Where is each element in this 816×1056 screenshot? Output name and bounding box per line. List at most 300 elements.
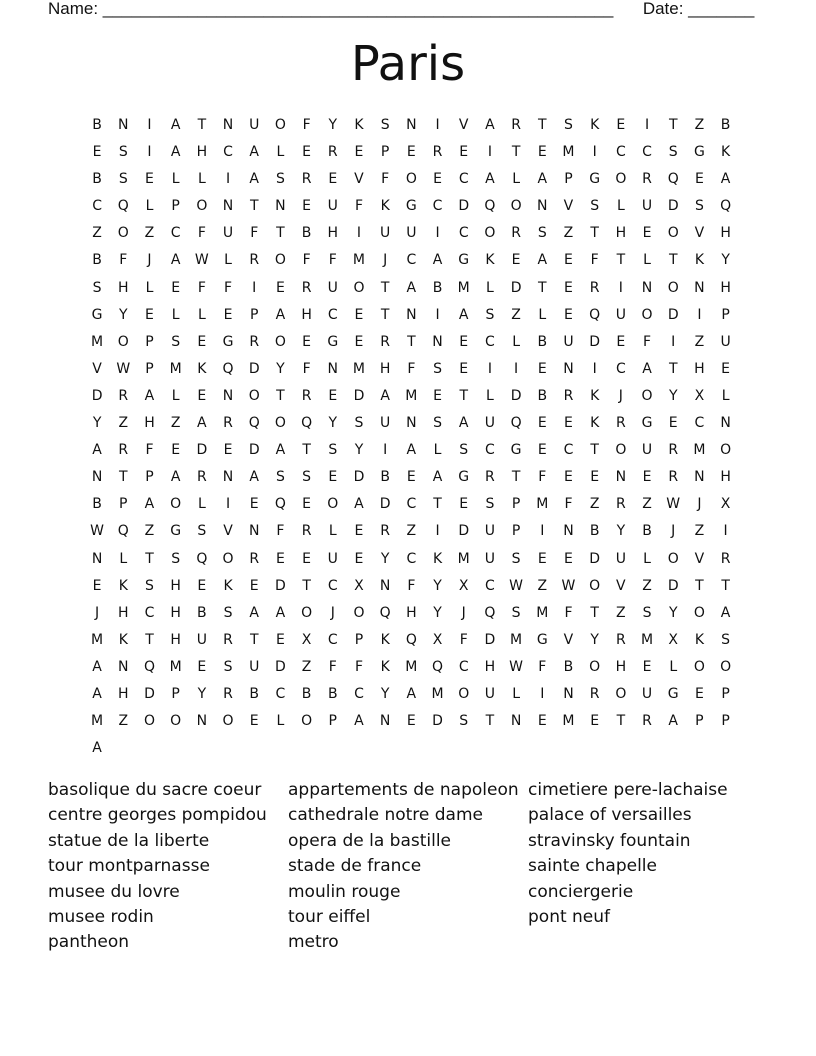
- grid-letter: W: [509, 658, 524, 675]
- grid-letter: I: [435, 523, 440, 540]
- grid-letter: E: [511, 252, 521, 269]
- grid-letter: Y: [328, 117, 338, 133]
- grid-letter: D: [144, 685, 155, 702]
- grid-letter: B: [432, 279, 443, 296]
- grid-letter: G: [510, 442, 522, 459]
- grid-letter: F: [407, 360, 416, 377]
- grid-letter: E: [249, 577, 259, 594]
- grid-letter: S: [171, 333, 181, 350]
- grid-letter: E: [668, 415, 678, 432]
- grid-letter: P: [511, 496, 521, 513]
- grid-letter: R: [223, 631, 233, 648]
- grid-letter: D: [484, 631, 496, 648]
- grid-letter: N: [196, 713, 208, 730]
- grid-letter: N: [222, 387, 234, 404]
- grid-letter: U: [327, 550, 338, 567]
- grid-letter: R: [301, 171, 312, 188]
- name-label: Name: ______________________________________________________: [48, 0, 614, 18]
- grid-letter: I: [540, 685, 545, 702]
- grid-letter: M: [510, 631, 523, 648]
- grid-letter: S: [145, 577, 154, 594]
- grid-letter: L: [145, 279, 154, 296]
- grid-letter: F: [197, 279, 206, 296]
- grid-letter: P: [564, 171, 573, 188]
- grid-letter: J: [697, 496, 702, 513]
- grid-letter: Q: [196, 550, 208, 567]
- grid-letter: M: [457, 550, 470, 567]
- grid-letter: A: [458, 415, 469, 432]
- grid-letter: E: [642, 469, 652, 486]
- grid-letter: C: [92, 198, 102, 215]
- grid-letter: I: [147, 117, 152, 133]
- grid-letter: C: [694, 415, 705, 432]
- grid-letter: X: [354, 577, 364, 594]
- grid-letter: Q: [667, 171, 679, 188]
- grid-letter: A: [432, 469, 443, 486]
- grid-letter: S: [302, 469, 312, 486]
- grid-letter: J: [461, 604, 466, 621]
- grid-letter: H: [170, 604, 181, 621]
- grid-letter: M: [91, 631, 104, 648]
- grid-letter: E: [433, 387, 442, 404]
- grid-letter: R: [301, 279, 312, 296]
- grid-letter: H: [118, 279, 129, 296]
- grid-letter: L: [171, 306, 180, 323]
- grid-letter: Z: [511, 306, 521, 323]
- grid-letter: O: [641, 306, 653, 323]
- grid-letter: E: [616, 117, 626, 133]
- grid-letter: C: [406, 252, 417, 269]
- grid-letter: O: [196, 198, 208, 215]
- grid-letter: U: [720, 333, 731, 350]
- grid-letter: A: [720, 171, 731, 188]
- word-list-item: metro: [288, 932, 339, 953]
- grid-letter: Y: [276, 360, 285, 377]
- grid-letter: E: [328, 171, 338, 188]
- grid-letter: Z: [563, 225, 574, 242]
- grid-letter: B: [92, 171, 102, 188]
- grid-letter: Y: [380, 550, 390, 567]
- grid-letter: B: [301, 685, 312, 702]
- grid-letter: E: [406, 469, 416, 486]
- grid-letter: S: [564, 117, 573, 133]
- grid-letter: O: [301, 713, 313, 730]
- grid-letter: O: [720, 442, 732, 459]
- grid-letter: R: [589, 279, 600, 296]
- grid-letter: N: [379, 577, 391, 594]
- grid-letter: M: [536, 496, 549, 513]
- grid-letter: B: [92, 496, 102, 513]
- grid-letter: F: [459, 631, 468, 648]
- grid-letter: E: [92, 577, 102, 594]
- grid-letter: C: [642, 144, 652, 161]
- grid-letter: S: [459, 442, 469, 459]
- grid-letter: D: [667, 198, 679, 215]
- grid-letter: Z: [118, 415, 129, 432]
- word-list-column: [528, 778, 728, 930]
- grid-letter: D: [510, 387, 522, 404]
- grid-letter: L: [512, 685, 520, 702]
- grid-letter: F: [145, 442, 154, 459]
- grid-letter: O: [222, 713, 234, 730]
- grid-letter: K: [694, 252, 704, 269]
- grid-letter: Q: [484, 198, 496, 215]
- grid-letter: Q: [405, 631, 417, 648]
- grid-letter: N: [563, 685, 574, 702]
- grid-letter: E: [564, 469, 573, 486]
- grid-letter: H: [144, 415, 155, 432]
- grid-letter: R: [485, 469, 495, 486]
- word-list-item: moulin rouge: [288, 881, 401, 902]
- grid-letter: Y: [354, 442, 364, 459]
- grid-letter: N: [694, 279, 705, 296]
- grid-letter: C: [458, 658, 469, 675]
- grid-letter: K: [197, 360, 207, 377]
- grid-letter: A: [354, 496, 364, 513]
- grid-letter: M: [562, 713, 575, 730]
- grid-letter: E: [564, 415, 573, 432]
- grid-letter: D: [432, 713, 443, 730]
- grid-letter: O: [667, 279, 679, 296]
- grid-letter: Z: [144, 225, 155, 242]
- grid-letter: L: [171, 171, 180, 188]
- grid-letter: T: [119, 469, 128, 486]
- grid-letter: R: [380, 333, 391, 350]
- grid-letter: M: [169, 360, 182, 377]
- grid-letter: B: [92, 117, 102, 133]
- grid-letter: B: [642, 523, 652, 540]
- grid-letter: E: [694, 685, 704, 702]
- grid-letter: F: [302, 360, 311, 377]
- grid-letter: T: [407, 333, 416, 350]
- grid-letter: X: [694, 387, 705, 404]
- grid-letter: J: [330, 604, 335, 621]
- grid-letter: M: [431, 685, 444, 702]
- grid-letter: L: [433, 442, 442, 459]
- grid-letter: A: [406, 685, 417, 702]
- grid-letter: X: [458, 577, 469, 594]
- grid-letter: V: [563, 631, 574, 648]
- grid-letter: E: [302, 550, 312, 567]
- grid-letter: U: [484, 685, 496, 702]
- grid-letter: W: [194, 252, 209, 269]
- grid-letter: I: [225, 171, 231, 188]
- grid-letter: F: [119, 252, 128, 269]
- grid-letter: F: [197, 225, 206, 242]
- grid-letter: B: [92, 252, 102, 269]
- grid-letter: Q: [301, 415, 313, 432]
- grid-letter: E: [302, 198, 312, 215]
- word-list-item: conciergerie: [528, 881, 634, 902]
- grid-letter: E: [197, 658, 207, 675]
- grid-letter: L: [512, 333, 520, 350]
- grid-letter: A: [249, 171, 259, 188]
- grid-letter: I: [147, 144, 152, 161]
- grid-letter: E: [197, 333, 207, 350]
- grid-letter: H: [196, 144, 208, 161]
- grid-letter: E: [590, 713, 600, 730]
- grid-letter: R: [118, 442, 129, 459]
- grid-letter: P: [171, 198, 180, 215]
- grid-letter: N: [327, 360, 339, 377]
- grid-letter: T: [590, 225, 599, 242]
- grid-letter: O: [170, 496, 182, 513]
- grid-letter: Q: [274, 496, 286, 513]
- grid-letter: M: [562, 144, 575, 161]
- grid-letter: H: [327, 225, 339, 242]
- grid-letter: F: [302, 117, 311, 133]
- grid-letter: D: [275, 577, 286, 594]
- word-list-item: stade de france: [288, 856, 422, 877]
- grid-letter: U: [406, 225, 417, 242]
- grid-letter: U: [563, 333, 574, 350]
- grid-letter: K: [380, 658, 390, 675]
- grid-letter: E: [92, 144, 102, 161]
- grid-letter: O: [117, 225, 129, 242]
- grid-letter: A: [249, 144, 259, 161]
- grid-letter: C: [354, 685, 364, 702]
- grid-letter: K: [118, 631, 128, 648]
- grid-letter: I: [697, 306, 702, 323]
- grid-letter: E: [302, 496, 312, 513]
- grid-letter: T: [380, 279, 390, 296]
- grid-letter: C: [327, 577, 338, 594]
- grid-letter: I: [356, 225, 362, 242]
- grid-letter: E: [197, 387, 207, 404]
- grid-letter: E: [537, 360, 547, 377]
- word-list-item: appartements de napoleon: [288, 780, 519, 800]
- grid-letter: N: [248, 523, 260, 540]
- grid-letter: J: [618, 387, 623, 404]
- grid-letter: V: [694, 225, 705, 242]
- grid-letter: S: [459, 713, 469, 730]
- grid-letter: B: [327, 685, 338, 702]
- grid-letter: A: [92, 685, 102, 702]
- grid-letter: E: [459, 333, 469, 350]
- grid-letter: R: [327, 144, 338, 161]
- grid-letter: A: [144, 387, 155, 404]
- grid-letter: C: [327, 306, 338, 323]
- word-list-item: pont neuf: [528, 907, 611, 928]
- grid-letter: R: [720, 550, 731, 567]
- grid-letter: I: [435, 225, 440, 242]
- grid-letter: L: [721, 387, 730, 404]
- grid-letter: K: [694, 631, 704, 648]
- grid-letter: Y: [433, 577, 442, 594]
- grid-letter: F: [250, 225, 259, 242]
- grid-letter: C: [327, 631, 338, 648]
- grid-letter: H: [720, 469, 731, 486]
- grid-letter: E: [275, 631, 285, 648]
- grid-letter: E: [537, 144, 547, 161]
- grid-letter: G: [536, 631, 548, 648]
- grid-letter: L: [224, 252, 232, 269]
- grid-letter: T: [538, 279, 547, 296]
- grid-letter: Y: [119, 306, 128, 323]
- grid-letter: U: [380, 225, 391, 242]
- grid-letter: P: [119, 496, 128, 513]
- grid-letter: L: [119, 550, 128, 567]
- grid-letter: A: [170, 117, 181, 133]
- grid-letter: R: [642, 713, 652, 730]
- grid-letter: R: [223, 685, 233, 702]
- grid-letter: H: [720, 279, 731, 296]
- grid-letter: A: [485, 117, 495, 133]
- word-list-item: musee rodin: [48, 907, 154, 928]
- grid-letter: R: [511, 225, 521, 242]
- grid-letter: H: [615, 658, 627, 675]
- grid-letter: Z: [642, 496, 652, 513]
- grid-letter: E: [537, 442, 547, 459]
- grid-letter: R: [249, 333, 260, 350]
- grid-letter: M: [169, 658, 182, 675]
- grid-letter: H: [118, 604, 129, 621]
- grid-letter: M: [405, 658, 418, 675]
- grid-letter: S: [694, 198, 704, 215]
- grid-letter: T: [249, 631, 259, 648]
- grid-letter: O: [458, 685, 470, 702]
- grid-letter: F: [538, 658, 547, 675]
- grid-letter: O: [589, 658, 601, 675]
- grid-letter: O: [484, 225, 496, 242]
- grid-letter: F: [407, 577, 416, 594]
- grid-letter: T: [249, 198, 259, 215]
- word-list-item: musee du lovre: [48, 881, 180, 902]
- grid-letter: X: [668, 631, 679, 648]
- grid-letter: E: [328, 469, 338, 486]
- grid-letter: F: [224, 279, 233, 296]
- grid-letter: O: [353, 604, 365, 621]
- grid-letter: O: [222, 550, 234, 567]
- header: [48, 0, 755, 20]
- grid-letter: O: [693, 604, 705, 621]
- grid-letter: K: [590, 415, 600, 432]
- grid-letter: N: [641, 279, 653, 296]
- grid-letter: F: [564, 604, 573, 621]
- grid-letter: Q: [117, 198, 129, 215]
- grid-letter: C: [485, 442, 495, 459]
- grid-letter: O: [274, 252, 286, 269]
- grid-letter: E: [406, 144, 416, 161]
- grid-letter: R: [301, 523, 312, 540]
- grid-letter: S: [433, 360, 442, 377]
- grid-letter: K: [223, 577, 233, 594]
- grid-letter: I: [435, 117, 440, 133]
- grid-letter: D: [91, 387, 103, 404]
- grid-letter: V: [616, 577, 626, 594]
- grid-letter: A: [354, 713, 364, 730]
- grid-letter: C: [170, 225, 181, 242]
- grid-letter: O: [143, 713, 155, 730]
- grid-letter: D: [510, 279, 522, 296]
- grid-letter: S: [118, 144, 128, 161]
- grid-letter: Q: [589, 306, 601, 323]
- grid-letter: B: [537, 387, 548, 404]
- grid-letter: D: [589, 550, 601, 567]
- grid-letter: Y: [668, 604, 678, 621]
- grid-letter: L: [276, 144, 285, 161]
- grid-letter: J: [383, 252, 388, 269]
- grid-letter: C: [406, 496, 417, 513]
- grid-letter: G: [589, 171, 601, 188]
- grid-letter: A: [406, 442, 417, 459]
- grid-letter: I: [225, 496, 231, 513]
- grid-letter: E: [249, 713, 259, 730]
- grid-letter: V: [458, 117, 469, 133]
- grid-letter: H: [379, 360, 391, 377]
- grid-letter: A: [720, 604, 731, 621]
- grid-letter: Q: [484, 604, 496, 621]
- grid-letter: F: [590, 252, 599, 269]
- grid-letter: L: [145, 198, 154, 215]
- grid-letter: T: [616, 252, 626, 269]
- grid-letter: V: [354, 171, 364, 188]
- grid-letter: R: [563, 387, 574, 404]
- word-list-item: pantheon: [48, 932, 130, 953]
- grid-letter: K: [432, 550, 443, 567]
- grid-letter: B: [249, 685, 260, 702]
- grid-letter: E: [721, 360, 731, 377]
- grid-letter: F: [302, 252, 311, 269]
- grid-letter: H: [615, 225, 627, 242]
- grid-letter: B: [589, 523, 600, 540]
- grid-letter: U: [380, 415, 391, 432]
- grid-letter: F: [328, 252, 337, 269]
- grid-letter: U: [222, 225, 234, 242]
- grid-letter: N: [694, 469, 705, 486]
- grid-letter: R: [615, 496, 626, 513]
- grid-letter: A: [642, 360, 652, 377]
- grid-letter: P: [380, 144, 390, 161]
- grid-letter: U: [484, 550, 496, 567]
- grid-letter: Z: [694, 333, 705, 350]
- grid-letter: O: [170, 713, 182, 730]
- grid-letter: W: [666, 496, 681, 513]
- grid-letter: T: [276, 225, 285, 242]
- word-list-item: opera de la bastille: [288, 830, 452, 851]
- word-search-grid: [84, 112, 739, 762]
- grid-letter: Q: [248, 415, 260, 432]
- grid-letter: U: [641, 198, 653, 215]
- grid-letter: K: [380, 631, 390, 648]
- grid-letter: T: [511, 144, 521, 161]
- grid-letter: F: [328, 658, 337, 675]
- grid-letter: R: [511, 117, 521, 133]
- grid-letter: I: [671, 333, 676, 350]
- page-title: Paris: [350, 36, 466, 92]
- grid-letter: D: [667, 577, 679, 594]
- grid-letter: G: [641, 415, 653, 432]
- grid-letter: L: [643, 252, 651, 269]
- grid-letter: O: [667, 550, 679, 567]
- grid-letter: A: [458, 306, 469, 323]
- grid-letter: Z: [92, 225, 102, 242]
- grid-letter: Y: [433, 604, 442, 621]
- grid-letter: G: [405, 198, 417, 215]
- grid-letter: J: [147, 252, 152, 269]
- grid-letter: O: [353, 279, 365, 296]
- grid-letter: F: [354, 658, 363, 675]
- grid-letter: I: [514, 360, 519, 377]
- grid-letter: I: [435, 306, 440, 323]
- grid-letter: Y: [721, 252, 730, 269]
- grid-letter: B: [720, 117, 731, 133]
- grid-letter: L: [197, 306, 206, 323]
- grid-letter: E: [354, 550, 364, 567]
- grid-letter: O: [720, 658, 732, 675]
- grid-letter: E: [459, 360, 469, 377]
- word-list-item: tour eiffel: [288, 907, 371, 928]
